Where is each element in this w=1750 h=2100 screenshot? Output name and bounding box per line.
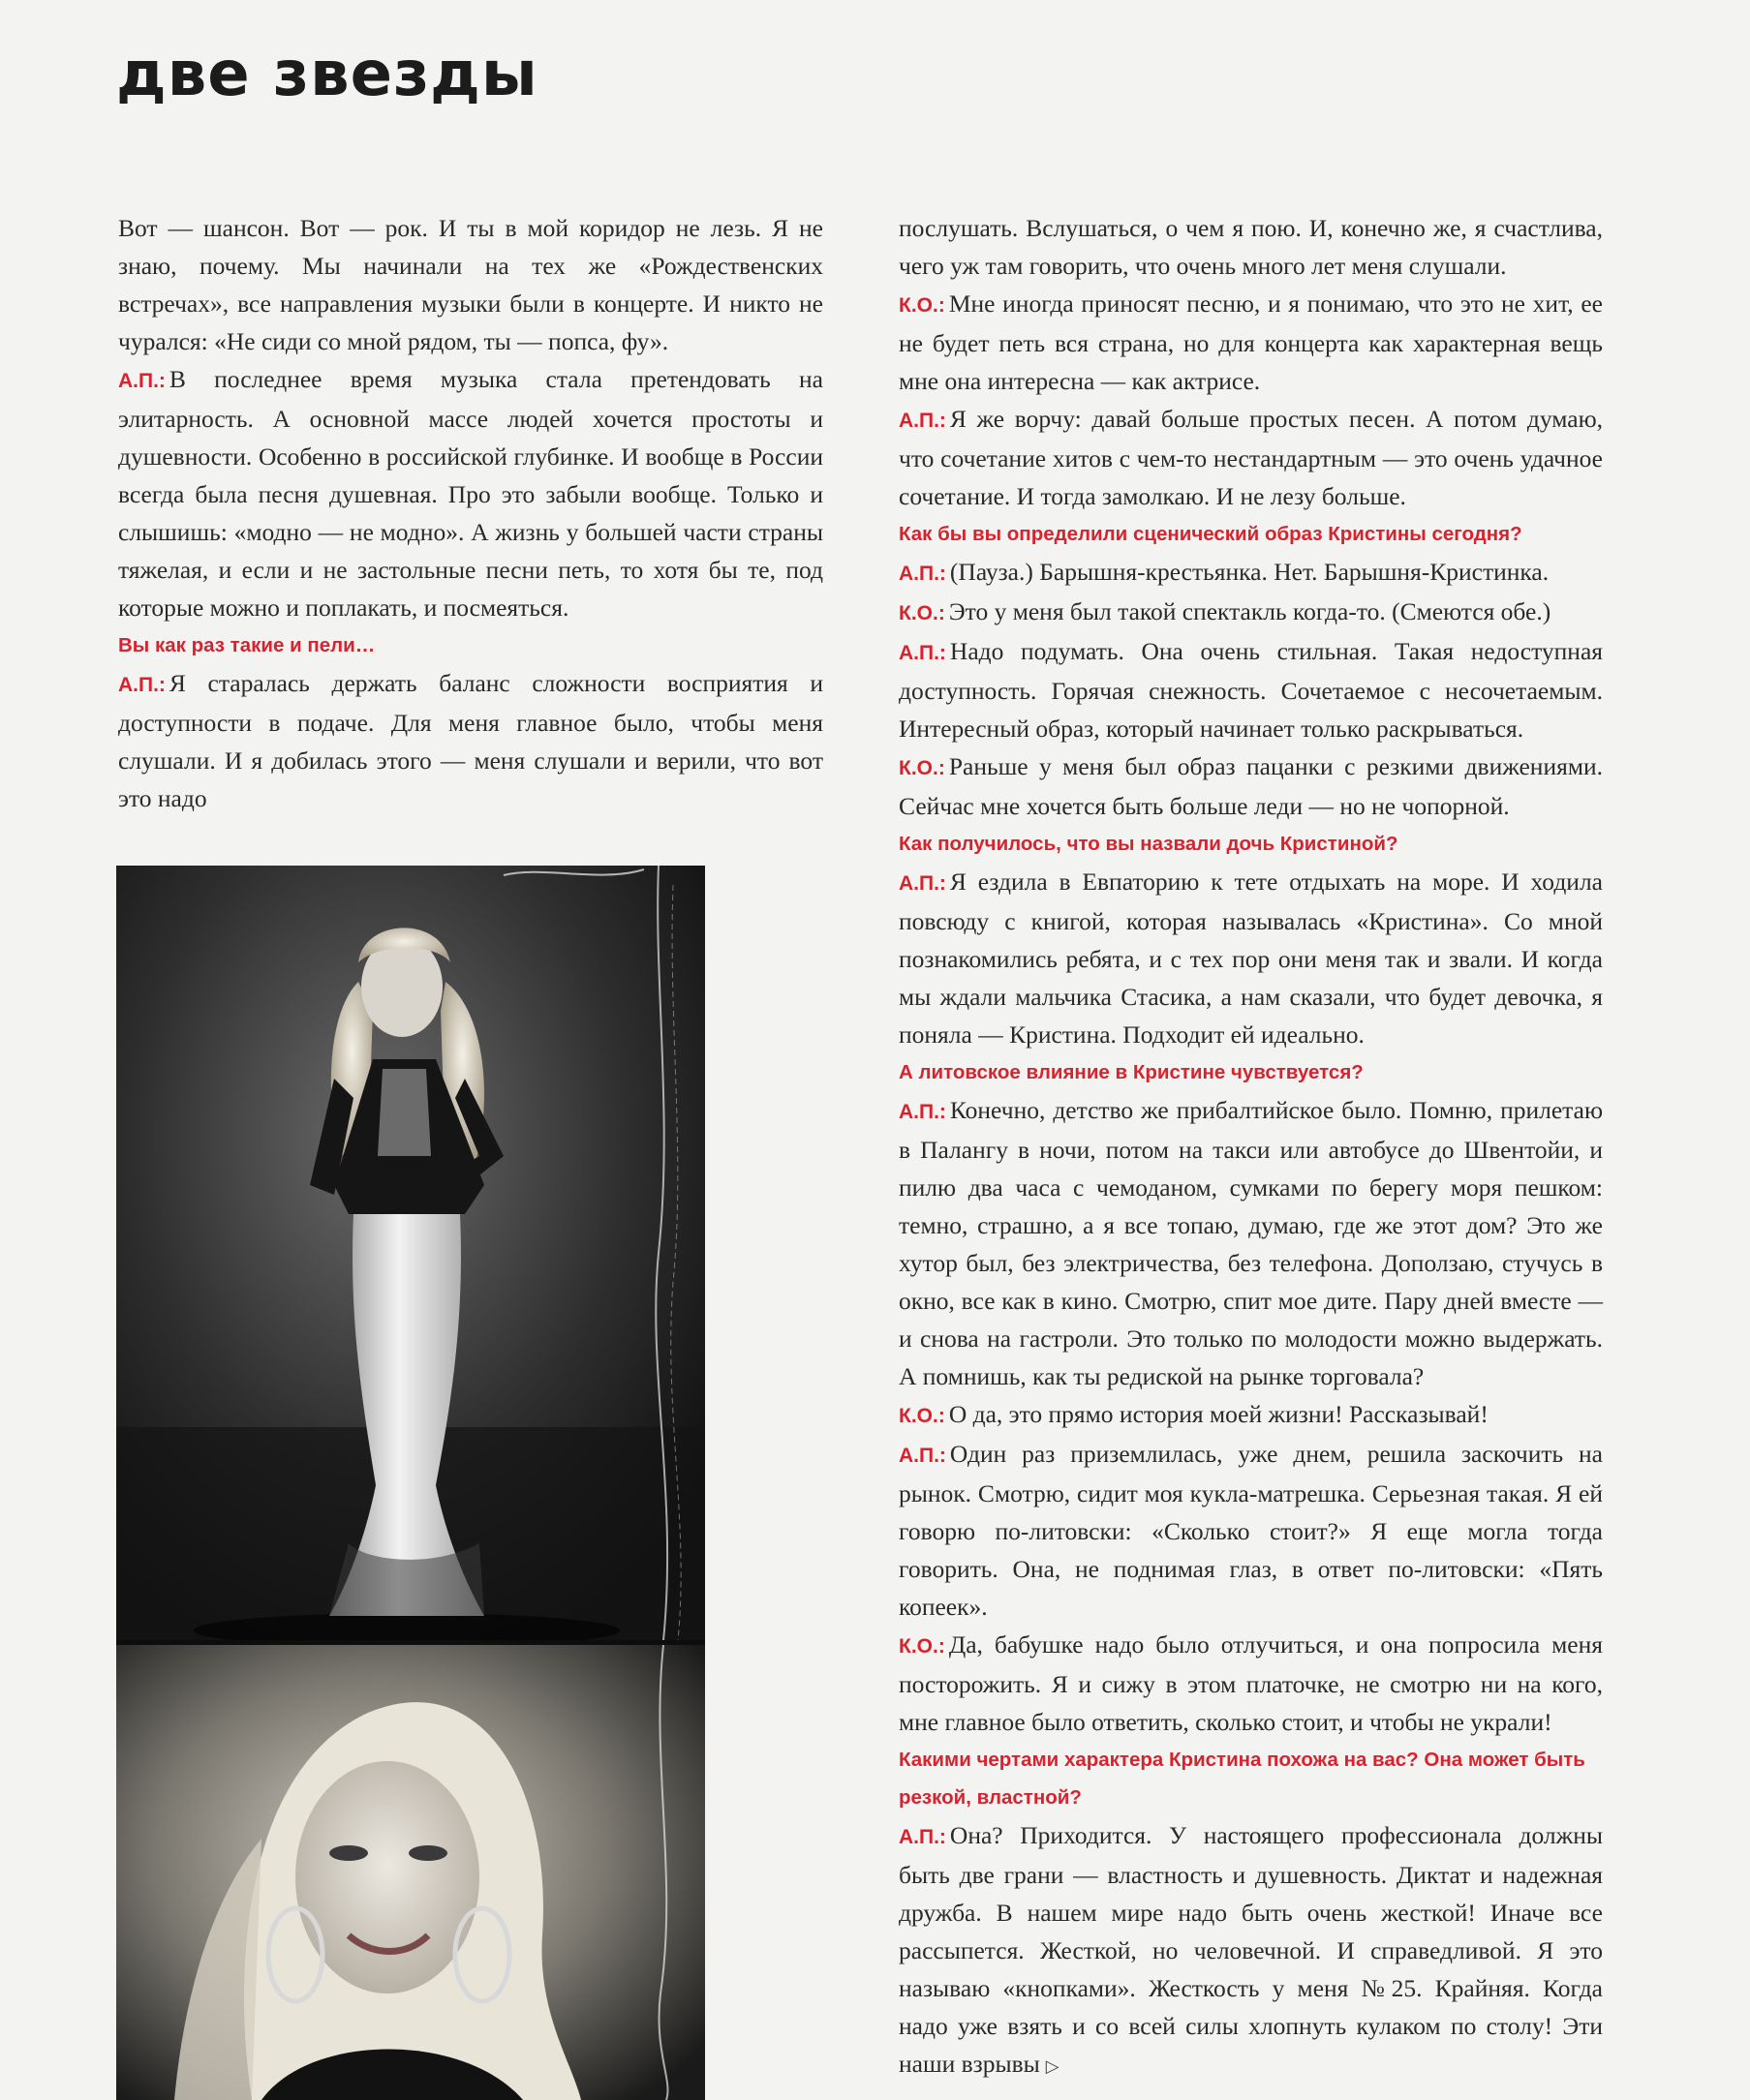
answer-text: Это у меня был такой спектакль когда-то. (Смеются обе.) (948, 597, 1551, 625)
speaker-label: К.О.: (899, 1635, 945, 1658)
speaker-label: А.П.: (118, 674, 166, 696)
interviewer-question: А литовское влияние в Кристине чувствуется? (899, 1061, 1364, 1083)
photo-strip (116, 866, 705, 2100)
interview-answer (899, 1395, 1603, 1435)
speaker-label: А.П.: (899, 410, 946, 432)
answer-text: Один раз приземлилась, уже днем, решила заскочить на рынок. Смотрю, сидит моя кукла-матрешка. Серьезная такая. Я ей говорю по-литовски: «Сколько стоит?» Я еще могла тогда говорить. Она, не поднимая глаз, в ответ по-литовски: «Пять копеек». (899, 1440, 1603, 1621)
interview-answer (899, 593, 1603, 632)
answer-text: В последнее время музыка стала претендовать на элитарность. А основной массе людей хочется простоты и душевности. Особенно в российской глубинке. И вообще в России всегда была песня душевная. Про это забыли вообще. Только и слышишь: «модно — не модно». А жизнь у большей части страны тяжелая, и если и не застольные песни петь, то хотя бы те, под которые можно и поплакать, и посмеяться. (118, 365, 823, 622)
interview-answer (899, 1816, 1603, 2085)
speaker-label: А.П.: (899, 563, 946, 585)
interview-answer (899, 1435, 1603, 1626)
interview-answer (118, 360, 823, 626)
interview-answer (899, 285, 1603, 400)
interviewer-question: Как получилось, что вы назвали дочь Кристиной? (899, 833, 1398, 855)
interview-answer (899, 747, 1603, 825)
interviewer-question: Какими чертами характера Кристина похожа на вас? Она может быть резкой, властной? (899, 1749, 1585, 1809)
continue-arrow-icon: ▷ (1045, 2056, 1059, 2077)
answer-text: Я же ворчу: давай больше простых песен. А потом думаю, что сочетание хитов с чем-то нестандартным — это очень удачное сочетание. И тогда замолкаю. И не лезу больше. (899, 405, 1603, 510)
speaker-label: А.П.: (899, 1445, 946, 1467)
interview-answer (899, 863, 1603, 1053)
right-text-column (899, 209, 1603, 2085)
photo-full-length-portrait (116, 866, 705, 1640)
body-paragraph: Вот — шансон. Вот — рок. И ты в мой коридор не лезь. Я не знаю, почему. Мы начинали на тех же «Рождественских встречах», все направления музыки были в концерте. И никто не чурался: «Не сиди со мной рядом, ты — попса, фу». (118, 214, 823, 355)
speaker-label: К.О.: (899, 1405, 945, 1427)
answer-text: Она? Приходится. У настоящего профессионала должны быть две грани — властность и душевность. Диктат и надежная дружба. В нашем мире надо быть очень жесткой! Иначе все рассыпется. Жесткой, но человечной. И справедливой. Я это называю «кнопками». Жесткость у меня №25. Крайняя. Когда надо уже взять и со всей силы хлопнуть кулаком по столу! Эти наши взрывы (899, 1821, 1603, 2078)
speaker-label: А.П.: (899, 642, 946, 664)
speaker-label: К.О.: (899, 602, 945, 624)
answer-text: (Пауза.) Барышня-крестьянка. Нет. Барышня-Кристинка. (949, 558, 1550, 586)
interview-answer (899, 400, 1603, 515)
speaker-label: А.П.: (899, 1826, 946, 1848)
answer-text: Мне иногда приносят песню, и я понимаю, что это не хит, ее не будет петь вся страна, но для концерта как характерная вещь мне она интересна — как актрисе. (899, 289, 1603, 395)
interview-answer (899, 1091, 1603, 1395)
interview-answer (118, 664, 823, 817)
left-text-column (118, 209, 823, 817)
answer-text: Конечно, детство же прибалтийское было. Помню, прилетаю в Палангу в ночи, потом на такси или автобусе до Швентойи, и пилю два часа с чемоданом, сумками по берегу моря пешком: темно, страшно, а я все топаю, думаю, где же этот дом? Это же хутор был, без электричества, без телефона. Доползаю, стучусь в окно, все как в кино. Смотрю, спит мое дите. Пару дней вместе — и снова на гастроли. Это только по молодости можно выдержать. А помнишь, как ты редиской на рынке торговала? (899, 1096, 1603, 1390)
page-title: две звезды (116, 39, 538, 110)
answer-text: О да, это прямо история моей жизни! Рассказывай! (948, 1400, 1489, 1428)
answer-text: Я ездила в Евпаторию к тете отдыхать на море. И ходила повсюду с книгой, которая называлась «Кристина». Со мной познакомились ребята, и с тех пор они меня так и звали. И когда мы ждали мальчика Стасика, а нам сказали, что будет девочка, я поняла — Кристина. Подходит ей идеально. (899, 867, 1603, 1049)
speaker-label: А.П.: (899, 1101, 946, 1123)
speaker-label: А.П.: (118, 370, 166, 392)
speaker-label: К.О.: (899, 294, 945, 317)
interview-answer (899, 553, 1603, 593)
answer-text: Надо подумать. Она очень стильная. Такая недоступная доступность. Горячая снежность. Сочетаемое с несочетаемым. Интересный образ, который начинает только раскрываться. (899, 637, 1603, 743)
interviewer-question: Как бы вы определили сценический образ Кристины сегодня? (899, 523, 1522, 545)
answer-text: Раньше у меня был образ пацанки с резкими движениями. Сейчас мне хочется быть больше леди — но не чопорной. (899, 752, 1603, 820)
photo-close-up-portrait (116, 1645, 705, 2100)
interviewer-question: Вы как раз такие и пели… (118, 634, 376, 656)
answer-text: Да, бабушке надо было отлучиться, и она попросила меня посторожить. Я и сижу в этом платочке, не смотрю ни на кого, мне главное было ответить, сколько стоит, и чтобы не украли! (899, 1630, 1603, 1736)
speaker-label: А.П.: (899, 872, 946, 895)
answer-text: Я старалась держать баланс сложности восприятия и доступности в подаче. Для меня главное было, чтобы меня слушали. И я добилась этого — меня слушали и верили, что вот это надо (118, 669, 823, 812)
body-paragraph: послушать. Вслушаться, о чем я пою. И, конечно же, я счастлива, чего уж там говорить, что очень много лет меня слушали. (899, 214, 1603, 280)
speaker-label: К.О.: (899, 757, 945, 779)
interview-answer (899, 632, 1603, 747)
interview-answer (899, 1626, 1603, 1741)
